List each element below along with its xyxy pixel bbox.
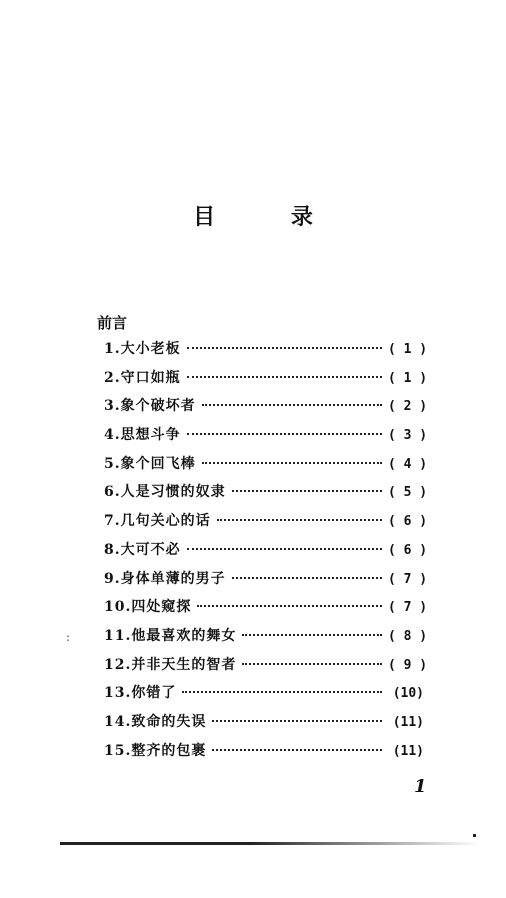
- toc-entry-page: ( 2 ): [388, 399, 428, 415]
- toc-entry: [104, 654, 428, 683]
- toc-entry-title: 11.他最喜欢的舞女: [104, 627, 237, 644]
- dot-leader: [232, 490, 382, 492]
- toc-entry: [104, 596, 428, 625]
- toc-entry-page: ( 4 ): [388, 456, 428, 472]
- toc-entry-title: 13.你错了: [104, 685, 177, 702]
- toc-entry: [104, 453, 428, 482]
- dot-leader: [212, 720, 382, 722]
- toc-entry-title: 15.整齐的包裹: [104, 742, 207, 759]
- scan-divider-line: [60, 842, 480, 845]
- toc-entry: [104, 682, 424, 711]
- dot-leader: [242, 634, 382, 636]
- toc-entry-page: ( 5 ): [388, 485, 428, 501]
- toc-entry: [104, 711, 424, 740]
- toc-entry: [104, 568, 428, 597]
- toc-entry-title: 6.人是习惯的奴隶: [104, 484, 226, 501]
- toc-entry: [104, 510, 428, 539]
- toc-entry-title: 7.几句关心的话: [104, 513, 211, 530]
- dot-leader: [187, 433, 382, 435]
- preface-heading: 前言: [97, 314, 128, 332]
- dot-leader: [212, 749, 382, 751]
- toc-entry-title: 2.守口如瓶: [104, 369, 181, 386]
- dot-leader: [217, 519, 382, 521]
- toc-entry-page: (11): [392, 743, 424, 759]
- toc-entry-page: ( 9 ): [388, 657, 428, 673]
- toc-entry-title: 10.四处窥探: [104, 599, 192, 616]
- toc-entry: [104, 395, 428, 424]
- toc-entry: [104, 367, 428, 396]
- dot-leader: [197, 605, 382, 607]
- toc-entry: [104, 539, 428, 568]
- page-title: 目 录: [193, 204, 347, 230]
- page-number: 1: [414, 776, 427, 797]
- toc-entry: [104, 625, 428, 654]
- toc-entry-page: ( 1 ): [388, 370, 428, 386]
- margin-mark: :: [66, 630, 71, 644]
- scan-speck: [473, 834, 476, 837]
- dot-leader: [232, 577, 382, 579]
- dot-leader: [187, 347, 382, 349]
- toc-entry-title: 5.象个回飞棒: [104, 455, 196, 472]
- toc-entry-title: 1.大小老板: [104, 341, 181, 357]
- toc-entry-page: ( 8 ): [388, 628, 428, 644]
- toc-entry-page: ( 1 ): [388, 342, 428, 357]
- toc-entry-page: ( 7 ): [388, 600, 428, 616]
- toc-entry-title: 12.并非天生的智者: [104, 656, 237, 673]
- toc-entry: [104, 424, 428, 453]
- toc-entry-title: 8.大可不必: [104, 541, 181, 558]
- toc-entry-page: ( 6 ): [388, 542, 428, 558]
- dot-leader: [242, 663, 382, 665]
- toc-entry: [104, 740, 424, 769]
- toc-entry-title: 14.致命的失误: [104, 713, 207, 730]
- dot-leader: [187, 548, 382, 550]
- toc-entry-page: (10): [392, 686, 424, 702]
- dot-leader: [202, 462, 382, 464]
- toc-entry-page: ( 6 ): [388, 514, 428, 530]
- toc-entry: [104, 338, 428, 367]
- toc-entry-page: (11): [392, 714, 424, 730]
- toc-entry-page: ( 3 ): [388, 428, 428, 444]
- dot-leader: [187, 376, 382, 378]
- toc-entry-title: 3.象个破坏者: [104, 398, 196, 415]
- toc-entry-title: 4.思想斗争: [104, 427, 181, 444]
- toc-entry-title: 9.身体单薄的男子: [104, 570, 226, 587]
- dot-leader: [202, 404, 382, 406]
- toc-entry: [104, 481, 428, 510]
- toc-entry-page: ( 7 ): [388, 571, 428, 587]
- dot-leader: [182, 691, 382, 693]
- table-of-contents: [104, 338, 428, 768]
